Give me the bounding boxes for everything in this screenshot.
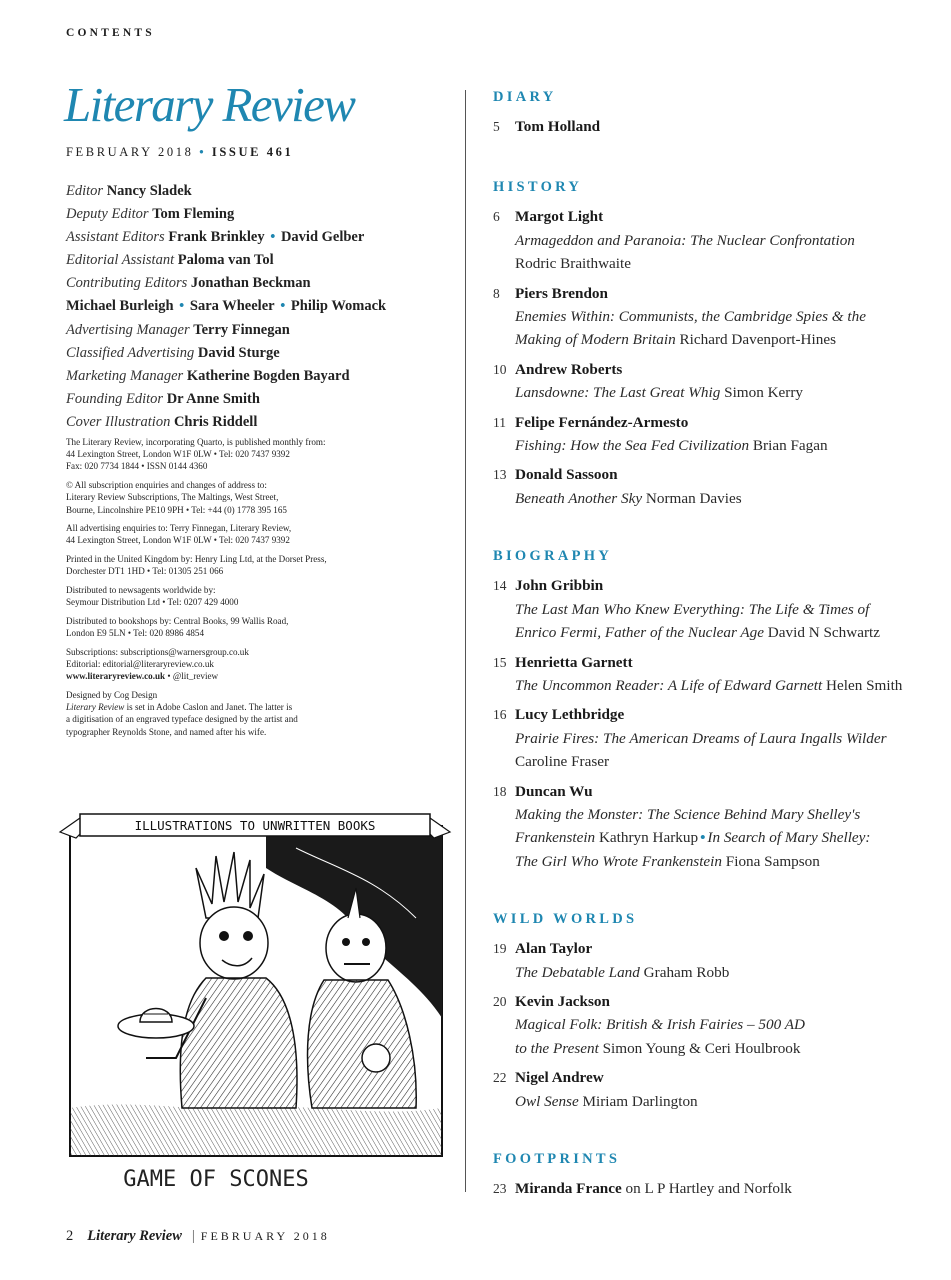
- book-title: to the Present: [515, 1039, 599, 1057]
- entry-author-line: [515, 411, 913, 434]
- toc-entry[interactable]: [493, 703, 913, 773]
- page-number: 23: [493, 1181, 507, 1196]
- staff-row: [66, 180, 446, 203]
- book-author: Helen Smith: [822, 676, 903, 694]
- reviewer-name: Donald Sassoon: [515, 466, 618, 484]
- imprint-subscriptions: [66, 479, 426, 516]
- staff-name: Frank Brinkley: [168, 229, 265, 246]
- reviewer-name: Kevin Jackson: [515, 992, 610, 1010]
- page-number: 11: [493, 414, 506, 430]
- entry-book-line: [515, 229, 913, 252]
- imprint-printer: [66, 553, 426, 577]
- bullet-separator: •: [266, 229, 279, 246]
- page-number: 10: [493, 361, 507, 377]
- ground: [70, 1104, 442, 1156]
- toc-entry[interactable]: [493, 358, 913, 405]
- toc-entry[interactable]: [493, 937, 913, 984]
- section-heading-diary: DIARY: [493, 89, 557, 105]
- book-title: Enrico Fermi, Father of the Nuclear Age: [515, 624, 764, 642]
- book-author: Miriam Darlington: [578, 1092, 698, 1110]
- design-credit: Designed by Cog Design: [66, 689, 158, 700]
- toc-entry[interactable]: [493, 651, 913, 698]
- imprint-line: Distributed to bookshops by: Central Books, 99 Wallis Road,: [66, 615, 289, 626]
- reviewer-name: Alan Taylor: [515, 940, 593, 958]
- imprint-line: Dorchester DT1 1HD • Tel: 01305 251 066: [66, 566, 224, 577]
- book-title: Lansdowne: The Last Great Whig: [515, 384, 721, 402]
- staff-role: Contributing Editors: [66, 275, 188, 292]
- book-title: Magical Folk: British & Irish Fairies – 500 AD: [515, 1016, 805, 1034]
- staff-name: David Sturge: [197, 344, 280, 361]
- entry-book-line: [515, 252, 913, 275]
- imprint-bookshops: [66, 615, 426, 639]
- staff-name: David Gelber: [280, 229, 365, 246]
- issue-line: [66, 145, 293, 160]
- staff-name: Chris Riddell: [173, 413, 258, 430]
- entry-author-line: [515, 463, 913, 486]
- book-author: Simon Kerry: [720, 384, 804, 402]
- toc-entry[interactable]: [493, 205, 913, 275]
- entry-book-line: [515, 826, 913, 849]
- reviewer-name: Miranda France: [515, 1180, 622, 1197]
- toc-entry[interactable]: [493, 411, 913, 458]
- staff-row: [66, 249, 446, 272]
- entry-author-line: [515, 574, 913, 597]
- toc-entry[interactable]: [493, 1066, 913, 1113]
- page-number: 5: [493, 119, 500, 134]
- bullet-separator: •: [199, 145, 207, 159]
- staff-role: Editor: [66, 183, 104, 199]
- issue-number: ISSUE 461: [211, 145, 294, 159]
- entry-author-line: [515, 651, 913, 674]
- staff-name: Philip Womack: [290, 298, 387, 315]
- reviewer-name: Duncan Wu: [515, 782, 593, 800]
- entry-author-line: [515, 205, 913, 228]
- toc-entry[interactable]: [493, 574, 913, 644]
- staff-name: Katherine Bogden Bayard: [186, 367, 350, 384]
- book-author: Brian Fagan: [749, 437, 828, 455]
- book-title: The Uncommon Reader: A Life of Edward Garnett: [515, 676, 823, 694]
- reviewer-name: John Gribbin: [515, 577, 604, 595]
- staff-row: [66, 388, 446, 411]
- entry-book-line: [515, 434, 913, 457]
- bullet-separator: •: [175, 298, 188, 315]
- typeface-line: is set in Adobe Caslon and Janet. The latter is: [124, 702, 293, 713]
- book-title: Fishing: How the Sea Fed Civilization: [515, 437, 750, 455]
- staff-name: Michael Burleigh: [66, 298, 174, 315]
- entry-book-line: [515, 750, 913, 773]
- entry-author-line: [515, 1066, 913, 1089]
- book-author: Graham Robb: [639, 963, 730, 981]
- book-title: Enemies Within: Communists, the Cambridge Spies & the: [515, 308, 866, 326]
- book-title: Making of Modern Britain: [515, 331, 676, 349]
- typeface-title: Literary Review: [66, 702, 125, 713]
- page-number: 8: [493, 285, 500, 301]
- staff-name: Paloma van Tol: [177, 252, 274, 269]
- cartoon-illustration: [56, 808, 454, 1196]
- entry-book-line: [515, 305, 913, 328]
- imprint-publisher: [66, 436, 426, 473]
- toc-entry[interactable]: [493, 282, 913, 352]
- staff-row: [66, 203, 446, 226]
- imprint-line: Literary Review Subscriptions, The Maltings, West Street,: [66, 492, 279, 503]
- footer-title: Literary Review: [87, 1228, 182, 1244]
- bullet-separator: •: [276, 298, 289, 315]
- section-heading-history: HISTORY: [493, 179, 583, 196]
- book-title: Prairie Fires: The American Dreams of Laura Ingalls Wilder: [515, 729, 887, 747]
- book-title: The Debatable Land: [515, 963, 640, 981]
- entry-author-line: [515, 990, 913, 1013]
- entry-book-line: [515, 328, 913, 351]
- entry-book-line: [515, 674, 913, 697]
- book-title: The Last Man Who Knew Everything: The Life & Times of: [515, 600, 870, 618]
- page-number: 20: [493, 993, 507, 1009]
- entry-book-line: [515, 381, 913, 404]
- entry-book-line: [515, 1090, 913, 1113]
- column-divider: [465, 90, 466, 1192]
- page-number: 14: [493, 578, 507, 594]
- book-title: Beneath Another Sky: [515, 489, 643, 507]
- book-author: Rodric Braithwaite: [515, 255, 631, 273]
- imprint-line: Printed in the United Kingdom by: Henry Ling Ltd, at the Dorset Press,: [66, 554, 327, 565]
- imprint-design: [66, 689, 426, 738]
- book-author: Fiona Sampson: [721, 852, 820, 870]
- reviewer-name: Lucy Lethbridge: [515, 706, 625, 724]
- entry-book-line: [515, 961, 913, 984]
- entry-book-line: [515, 621, 913, 644]
- reviewer-name: Nigel Andrew: [515, 1069, 604, 1087]
- entry-subject: on L P Hartley and Norfolk: [621, 1180, 792, 1197]
- entry-author-line: [515, 703, 913, 726]
- section-heading-wild-worlds: WILD WORLDS: [493, 911, 638, 928]
- book-author: Simon Young & Ceri Houlbrook: [598, 1039, 801, 1057]
- book-title: The Girl Who Wrote Frankenstein: [515, 852, 722, 870]
- reviewer-name: Margot Light: [515, 208, 604, 226]
- reviewer-name: Felipe Fernández-Armesto: [515, 413, 689, 431]
- entry-author-line: [515, 1177, 913, 1200]
- book-title: Armageddon and Paranoia: The Nuclear Confrontation: [515, 231, 855, 249]
- toc-entry[interactable]: [493, 990, 913, 1060]
- staff-role: Cover Illustration: [66, 413, 171, 430]
- book-author: Kathryn Harkup: [595, 829, 699, 847]
- book-author: Richard Davenport-Hines: [675, 331, 836, 349]
- page-number: 19: [493, 941, 507, 957]
- staff-row: [66, 342, 446, 365]
- imprint-advertising: [66, 522, 426, 546]
- entry-author-line: [515, 780, 913, 803]
- imprint-line: London E9 5LN • Tel: 020 8986 4854: [66, 628, 205, 639]
- issue-date: FEBRUARY 2018: [66, 145, 194, 159]
- staff-role: Classified Advertising: [66, 344, 195, 361]
- staff-row: [66, 295, 446, 318]
- typeface-line: typographer Reynolds Stone, and named after his wife.: [66, 726, 267, 737]
- section-label: CONTENTS: [66, 27, 155, 39]
- footer-date: FEBRUARY 2018: [200, 1229, 330, 1243]
- staff-name: Dr Anne Smith: [166, 390, 260, 407]
- book-author: David N Schwartz: [764, 624, 880, 642]
- book-title: Owl Sense: [515, 1092, 579, 1110]
- bullet-separator: •: [700, 829, 706, 847]
- imprint-line: © All subscription enquiries and changes of address to:: [66, 480, 267, 491]
- reviewer-name: Piers Brendon: [515, 284, 608, 302]
- entry-book-line: [515, 1013, 913, 1036]
- staff-role: Marketing Manager: [66, 367, 184, 384]
- cartoon-caption: GAME OF SCONES: [123, 1167, 309, 1192]
- imprint-line: Seymour Distribution Ltd • Tel: 0207 429 4000: [66, 597, 239, 608]
- book-author: Caroline Fraser: [515, 753, 610, 771]
- section-heading-biography: BIOGRAPHY: [493, 548, 613, 565]
- book-title: Making the Monster: The Science Behind Mary Shelley's: [515, 805, 861, 823]
- toc-entry[interactable]: [493, 115, 913, 138]
- entry-book-line: [515, 1037, 913, 1060]
- staff-name: Sara Wheeler: [189, 298, 275, 315]
- toc-entry[interactable]: [493, 780, 913, 874]
- entry-author-line: [515, 115, 913, 138]
- staff-row: [66, 226, 446, 249]
- staff-row: [66, 411, 446, 434]
- page-number: 15: [493, 654, 507, 670]
- book-title: In Search of Mary Shelley:: [707, 829, 871, 847]
- page-number: 16: [493, 707, 507, 723]
- book-author: Norman Davies: [642, 489, 742, 507]
- entry-author-line: [515, 358, 913, 381]
- entry-book-line: [515, 727, 913, 750]
- twitter-handle[interactable]: @lit_review: [172, 671, 219, 682]
- staff-row: [66, 319, 446, 342]
- imprint-line: 44 Lexington Street, London W1F 0LW • Tel: 020 7437 9392: [66, 449, 290, 460]
- staff-name: Nancy Sladek: [106, 183, 192, 199]
- page-number: 6: [493, 209, 500, 225]
- book-title: Frankenstein: [515, 829, 596, 847]
- typeface-line: a digitisation of an engraved typeface designed by the artist and: [66, 714, 298, 725]
- bullet-separator: •: [165, 671, 173, 682]
- imprint-line: The Literary Review, incorporating Quarto, is published monthly from:: [66, 437, 326, 447]
- section-heading-footprints: FOOTPRINTS: [493, 1151, 621, 1167]
- masthead-logo: Literary Review: [64, 77, 355, 132]
- entry-author-line: [515, 282, 913, 305]
- staff-role: Deputy Editor: [66, 206, 149, 223]
- staff-row: [66, 272, 446, 295]
- reviewer-name: Henrietta Garnett: [515, 653, 633, 671]
- entry-book-line: [515, 850, 913, 873]
- imprint: [66, 436, 426, 744]
- imprint-line: 44 Lexington Street, London W1F 0LW • Tel: 020 7437 9392: [66, 535, 290, 546]
- cartoon-banner-text: ILLUSTRATIONS TO UNWRITTEN BOOKS: [134, 818, 376, 833]
- staff-list: [66, 180, 446, 434]
- imprint-line: All advertising enquiries to: Terry Finnegan, Literary Review,: [66, 523, 292, 534]
- page-number: 18: [493, 783, 507, 799]
- contact-line[interactable]: Editorial: editorial@literaryreview.co.uk: [66, 659, 214, 670]
- page-footer: [66, 1228, 330, 1245]
- website-link[interactable]: www.literaryreview.co.uk: [66, 671, 166, 682]
- page-number: 2: [66, 1228, 74, 1244]
- staff-name: Terry Finnegan: [193, 321, 290, 338]
- staff-row: [66, 365, 446, 388]
- reviewer-name: Tom Holland: [515, 118, 601, 135]
- footer-separator: |: [191, 1228, 195, 1244]
- staff-role: Editorial Assistant: [66, 252, 175, 269]
- entry-author-line: [515, 937, 913, 960]
- entry-book-line: [515, 487, 913, 510]
- staff-role: Advertising Manager: [66, 321, 190, 338]
- staff-name: Jonathan Beckman: [190, 275, 311, 292]
- imprint-line: Fax: 020 7734 1844 • ISSN 0144 4360: [66, 461, 208, 472]
- imprint-line: Distributed to newsagents worldwide by:: [66, 585, 216, 596]
- contact-line[interactable]: Subscriptions: subscriptions@warnersgroup.co.uk: [66, 646, 249, 657]
- imprint-contacts: [66, 646, 426, 683]
- staff-role: Founding Editor: [66, 390, 164, 407]
- page-number: 13: [493, 467, 507, 483]
- page-number: 22: [493, 1070, 507, 1086]
- entry-book-line: [515, 803, 913, 826]
- imprint-line: Bourne, Lincolnshire PE10 9PH • Tel: +44 (0) 1778 395 165: [66, 504, 287, 515]
- table-of-contents: [493, 86, 913, 1206]
- toc-entry[interactable]: [493, 1177, 913, 1200]
- staff-role: Assistant Editors: [66, 229, 165, 246]
- staff-name: Tom Fleming: [152, 206, 235, 223]
- reviewer-name: Andrew Roberts: [515, 360, 623, 378]
- imprint-newsagents: [66, 584, 426, 608]
- entry-book-line: [515, 598, 913, 621]
- toc-entry[interactable]: [493, 463, 913, 510]
